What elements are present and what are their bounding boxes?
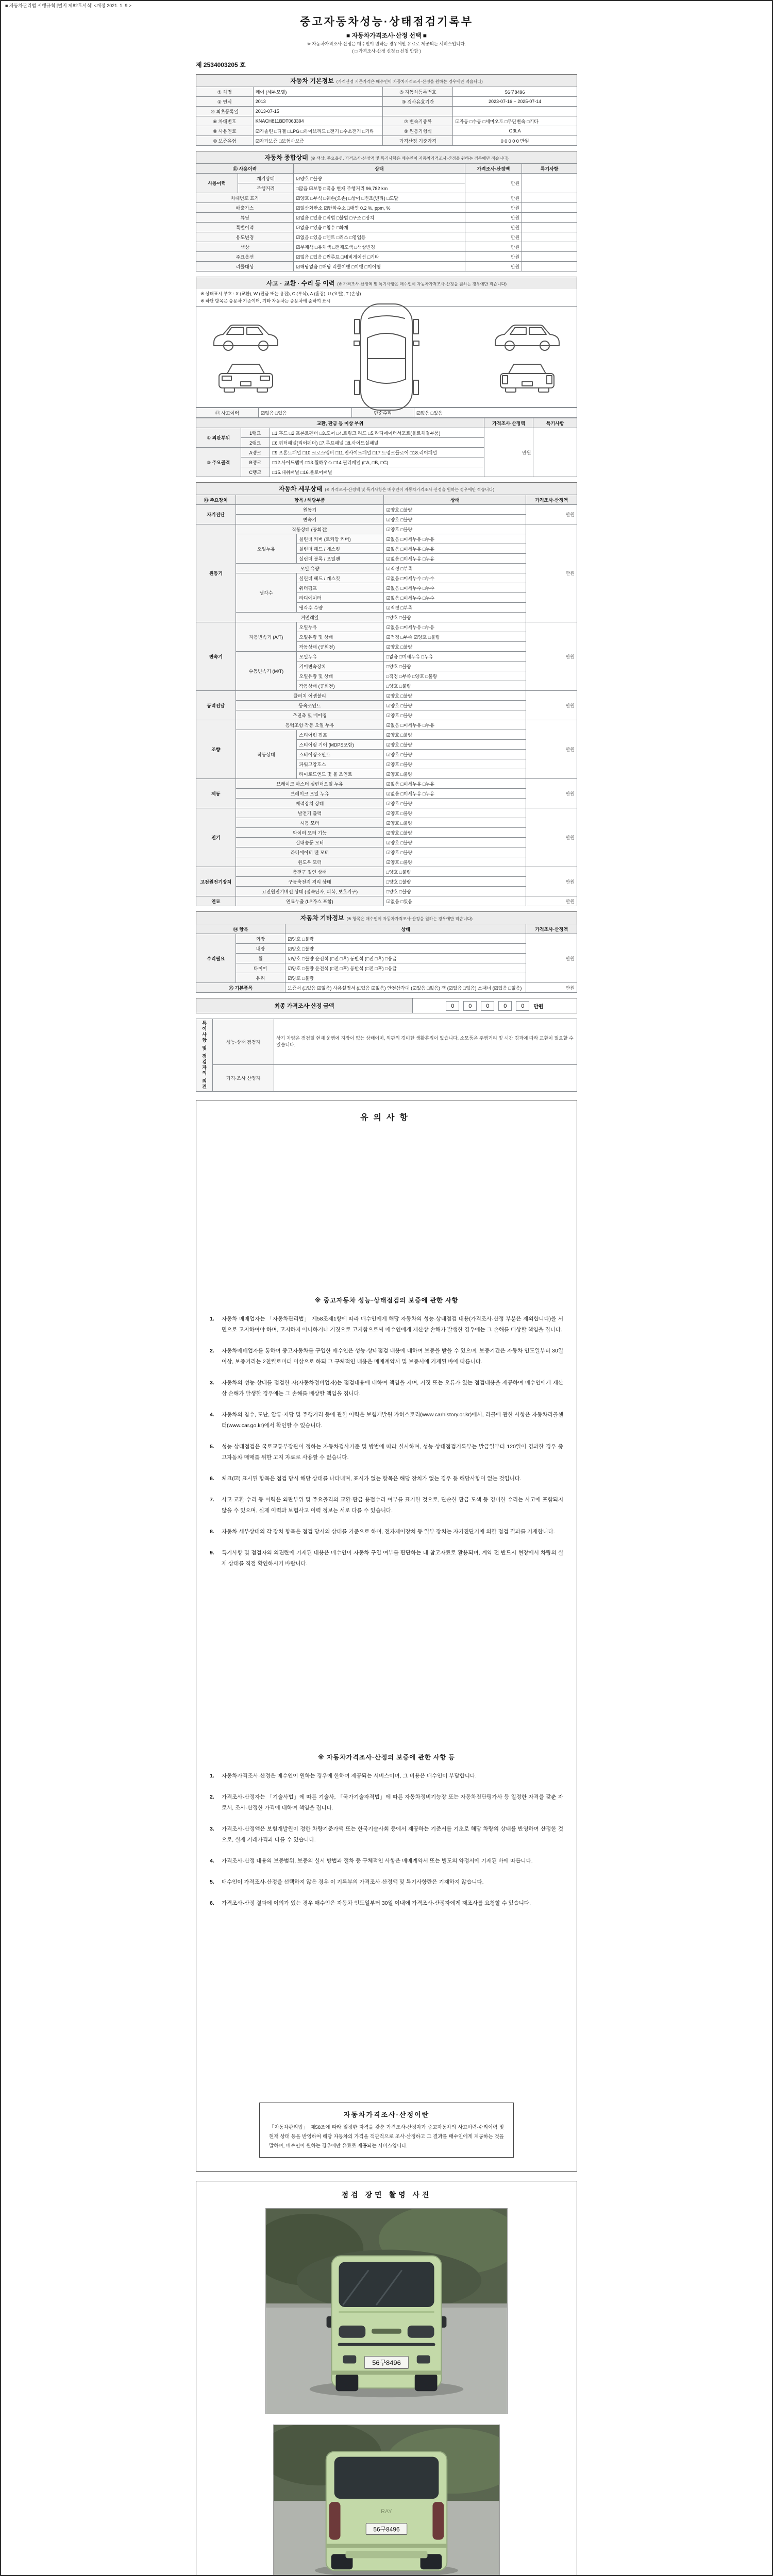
- checkbox-cell[interactable]: ☑적정 □부족: [384, 603, 526, 613]
- value-cell: [522, 193, 577, 203]
- label-cell: 변속기: [236, 515, 384, 524]
- checkbox-cell[interactable]: ☑양호 □불량: [384, 691, 526, 701]
- label-cell: 실린더 블록 / 오일팬: [297, 554, 384, 564]
- value-cell: 상기 차량은 점검일 현재 운행에 지장이 없는 상태이며, 외판의 경미한 생활흠집이 있습니다. 소모품은 주행거리 및 시간 경과에 따라 교환이 필요할 수 있습니다.: [274, 1019, 577, 1065]
- notice-item: 6. 체크(☑) 표시된 항목은 점검 당시 해당 상태를 나타내며, 표시가 없는 항목은 해당 장치가 없는 경우 등 해당사항이 없는 것입니다.: [210, 1475, 522, 1482]
- group-label-cell: ⑮ 기본품목: [196, 983, 285, 993]
- value-cell: 2023-07-16 ~ 2025-07-14: [453, 97, 577, 107]
- checkbox-cell[interactable]: ☑양호 □불량: [384, 857, 526, 867]
- document-number: 제 2534003205 호: [196, 61, 246, 69]
- checkbox-cell[interactable]: ☑양호 □불량: [384, 710, 526, 720]
- label-cell: 원동기: [236, 505, 384, 515]
- checkbox-cell[interactable]: ☑없음 □미세누유 □누유: [384, 534, 526, 544]
- amount-cell: 만원: [526, 867, 577, 896]
- accident-history-flags-table: [196, 408, 577, 418]
- label-cell: 시동 모터: [236, 818, 384, 828]
- section-detailed-condition: [196, 482, 577, 906]
- checkbox-cell[interactable]: ☑없음 □미세누수 □누수: [384, 573, 526, 583]
- label-cell: 2랭크: [241, 438, 270, 448]
- notice-item: 1. 자동차가격조사·산정은 매수인이 원하는 경우에 한하여 제공되는 서비스이며, 그 비용은 매수인이 부담합니다.: [210, 1772, 477, 1779]
- inspection-photo-rear: [273, 2425, 500, 2576]
- accident-history-title: 사고 · 교환 · 수리 등 이력 (※ 가격조사·산정액 및 특기사항은 매수인이 자동차가격조사·산정을 원하는 경우에만 적습니다): [196, 277, 577, 289]
- price-digit[interactable]: 0: [516, 1001, 529, 1011]
- form-subtitle: ■ 자동차가격조사·산정 선택 ■: [346, 32, 427, 39]
- form-reference-note: ■ 자동차관리법 시행규칙 [별지 제82호서식] <개정 2021. 1. 9.>: [5, 3, 131, 8]
- value-cell: 2013-07-15: [253, 107, 383, 116]
- notices-part2-title: ※ 자동차가격조사·산정의 보증에 관한 사항 등: [318, 1753, 455, 1761]
- label-cell: 계기상태: [238, 174, 294, 183]
- checkbox-cell[interactable]: □9.프론트패널 □10.크로스멤버 □11.인사이드패널 □17.트렁크플로어 □18.리어패널: [270, 448, 484, 457]
- label-cell: 기어변속장치: [297, 662, 384, 671]
- notices-part2-list: [210, 1771, 563, 1909]
- label-cell: 스티어링 펌프: [297, 730, 384, 740]
- checkbox-cell[interactable]: □양호 □불량: [384, 877, 526, 887]
- label-cell: 오일누유: [297, 652, 384, 662]
- svg-text:RAY: RAY: [381, 2508, 392, 2515]
- amount-cell: 만원: [465, 174, 522, 193]
- label-cell: 등속조인트: [236, 701, 384, 710]
- value-cell: [522, 213, 577, 223]
- label-cell: 냉각수 수량: [297, 603, 384, 613]
- checkbox-cell[interactable]: ☑양호 □불량: [384, 848, 526, 857]
- group-label-cell: 변속기: [196, 622, 236, 691]
- header-cell: 항목 / 해당부품: [236, 495, 384, 505]
- checkbox-cell[interactable]: ☑양호 □불량: [294, 174, 465, 183]
- section-inspection-photos: [196, 2181, 577, 2576]
- label-cell: 브레이크 오일 누유: [236, 789, 384, 799]
- section-basic-info: [196, 74, 577, 146]
- label-cell: 충전구 절연 상태: [236, 867, 384, 877]
- checkbox-cell[interactable]: 보증서 (□있음 ☑없음) 사용설명서 (□있음 ☑없음) 안전삼각대 (☑있음 □없음) 잭 (☑있음 □없음) 스패너 (☑있음 □없음): [285, 983, 526, 993]
- label-cell: 리콜대상: [196, 262, 294, 272]
- group-label-cell: ② 주요골격: [196, 448, 241, 477]
- group-label-cell: 수리필요: [196, 934, 236, 983]
- label-cell: C랭크: [241, 467, 270, 477]
- price-survey-option[interactable]: ( □ 가격조사·산정 신청 □ 신청 안함 ): [352, 48, 421, 54]
- checkbox-cell[interactable]: ☑적정 □부족: [384, 564, 526, 573]
- label-cell: B랭크: [241, 457, 270, 467]
- car-diagram-rear-icon: [496, 360, 558, 394]
- label-cell: ⑥ 차대번호: [196, 116, 254, 126]
- notice-item: 4. 자동차의 침수, 도난, 압류·저당 및 주행거리 등에 관한 이력은 보험개발원 카히스토리(www.carhistory.or.kr)에서, 리콜에 관한 사항은 자동차리콜센터(www.car.go.kr)에서 확인할 수 있습니다.: [210, 1411, 563, 1429]
- label-cell: 커먼레일: [236, 613, 384, 622]
- notice-item: 3. 가격조사·산정액은 보험개발원이 정한 차량기준가액 또는 한국기술사회 등에서 제공하는 기준서를 기초로 해당 차량의 상태를 반영하여 산정한 것으로, 실제 거래가격과 다를 수 있습니다.: [210, 1825, 563, 1843]
- notice-item: 1. 자동차 매매업자는 「자동차관리법」 제58조제1항에 따라 매수인에게 해당 자동차의 성능·상태점검 내용(가격조사·산정 부분은 제외합니다)을 서면으로 고지하여야 하며, 고지하지 아니하거나 거짓으로 고지함으로써 매수인에게 재산상 손해가 발생한 경우에는 그 손해를 배상할 책임을 집니다.: [210, 1315, 563, 1333]
- label-cell: 라디에이터: [297, 593, 384, 603]
- amount-cell: 만원: [465, 252, 522, 262]
- label-cell: 타이어: [236, 963, 285, 973]
- checkbox-cell[interactable]: □6.쿼터패널(리어펜더) □7.루프패널 □8.사이드실패널: [270, 438, 484, 448]
- state-symbol-legend: ※ 상태표시 부호 : X (교환), W (판금 또는 용접), C (부식), A (흠집), U (요철), T (손상) ※ 하단 항목은 승용차 기준이며, 기타 자동차는 승용차에 준하여 표시: [196, 289, 577, 307]
- label-cell: 워터펌프: [297, 583, 384, 593]
- value-cell: [453, 107, 577, 116]
- value-cell: 56구8496: [453, 87, 577, 97]
- label-cell: 작동상태 (공회전): [297, 681, 384, 691]
- price-unit: 만원: [533, 1004, 544, 1010]
- label-cell: 추진축 및 베어링: [236, 710, 384, 720]
- checkbox-cell[interactable]: ☑없음 □있음 □렌트 □리스 □영업용: [294, 232, 465, 242]
- final-price-value: [413, 998, 577, 1013]
- checkbox-cell[interactable]: ☑양호 □불량 운전석 (□전 □후) 동반석 (□전 □후) □응급: [285, 963, 526, 973]
- checkbox-cell[interactable]: □1.후드 □2.프론트펜더 □3.도어 □4.트렁크 리드 □5.라디에이터서포트(볼트체결부품): [270, 428, 484, 438]
- checkbox-cell[interactable]: ☑양호 □불량: [384, 642, 526, 652]
- label-cell: 동력조향 작동 오일 누유: [236, 720, 384, 730]
- label-cell: 주요옵션: [196, 252, 294, 262]
- checkbox-cell[interactable]: ☑일산화탄소 ☑탄화수소 □매연 0.2 %, ppm, %: [294, 203, 465, 213]
- group-label-cell: 원동기: [196, 524, 236, 622]
- notice-item: 4. 가격조사·산정 내용의 보증범위, 보증의 실시 방법과 절차 등 구체적인 사항은 매매계약서 또는 별도의 약정서에 기재된 바에 따릅니다.: [210, 1857, 533, 1864]
- checkbox-cell[interactable]: □양호 □불량: [384, 887, 526, 896]
- value-cell: [522, 262, 577, 272]
- car-diagram-front-icon: [215, 360, 277, 394]
- checkbox-cell[interactable]: ☑자가보증 □보험사보증: [253, 136, 383, 146]
- group-label-cell: 사용이력: [196, 174, 238, 193]
- notice-item: 5. 성능·상태점검은 국토교통부장관이 정하는 자동차검사기준 및 방법에 따라 실시하며, 성능·상태점검기록부는 발급일부터 120일이 경과한 경우 중고자동차 매매를 위한 고지 자료로 사용할 수 없습니다.: [210, 1443, 563, 1461]
- label-cell: ② 연식: [196, 97, 254, 107]
- label-cell: 클러치 어셈블리: [236, 691, 384, 701]
- checkbox-cell[interactable]: ☑양호 □불량: [384, 515, 526, 524]
- checkbox-cell[interactable]: ☑양호 □부식 □훼손(오손) □상이 □변조(변타) □도말: [294, 193, 465, 203]
- checkbox-cell[interactable]: ☑없음 □미세누유 □누유: [384, 779, 526, 789]
- amount-cell: 만원: [465, 213, 522, 223]
- amount-cell: 만원: [465, 193, 522, 203]
- value-cell: 0 0 0 0 0 만원: [453, 136, 577, 146]
- group-label-cell: 조향: [196, 720, 236, 779]
- checkbox-cell[interactable]: ☑없음 □있음: [414, 408, 577, 418]
- notice-item: 8. 자동차 세부상태의 각 장치 항목은 점검 당시의 상태를 기준으로 하며, 전자제어장치 등 일부 장치는 자기진단기에 의한 점검 결과를 기재합니다.: [210, 1528, 555, 1535]
- notices-part2: [210, 1753, 563, 1919]
- label-cell: 튜닝: [196, 213, 294, 223]
- price-digit[interactable]: 0: [463, 1001, 477, 1011]
- section-other-info: [196, 911, 577, 993]
- amount-cell: 만원: [465, 203, 522, 213]
- detailed-condition-table: [196, 495, 577, 906]
- value-cell: G3LA: [453, 126, 577, 136]
- value-cell: [522, 242, 577, 252]
- overall-condition-table: [196, 163, 577, 272]
- label-cell: 외장: [236, 934, 285, 944]
- label-cell: ④ 최초등록일: [196, 107, 254, 116]
- checkbox-cell[interactable]: ☑없음 □미세누유 □누유: [384, 544, 526, 554]
- label-cell: 작동상태: [236, 730, 297, 779]
- checkbox-cell[interactable]: ☑적정 □부족 ☑양호 □불량: [384, 632, 526, 642]
- header-cell: 상태: [384, 495, 526, 505]
- checkbox-cell[interactable]: ☑양호 □불량: [384, 808, 526, 818]
- checkbox-cell[interactable]: ☑자동 □수동 □세미오토 □무단변속 □기타: [453, 116, 577, 126]
- remarks-table: [196, 1019, 577, 1092]
- label-cell: A랭크: [241, 448, 270, 457]
- overall-condition-title: 자동차 종합상태 (※ 색상, 주요옵션, 가격조사·산정액 및 특기사항은 매수인이 자동차가격조사·산정을 원하는 경우에만 적습니다): [196, 151, 577, 163]
- label-cell: 1랭크: [241, 428, 270, 438]
- price-digit[interactable]: 0: [498, 1001, 512, 1011]
- checkbox-cell[interactable]: ☑무채색 □유채색 □전체도색 □색상변경: [294, 242, 465, 252]
- section-accident-history: [196, 277, 577, 477]
- car-diagram-right-side-icon: [491, 320, 563, 352]
- header-cell: ⑬ 주요장치: [196, 495, 236, 505]
- vertical-label-cell: 특이사항 및 점검자의 의견: [196, 1019, 213, 1092]
- label-cell: 주행거리: [238, 183, 294, 193]
- label-cell: 가격산정 기준가격: [383, 136, 453, 146]
- amount-cell: 만원: [526, 779, 577, 808]
- label-cell: 파워고압호스: [297, 759, 384, 769]
- label-cell: 작동상태 (공회전): [297, 642, 384, 652]
- label-cell: 연료누출 (LP가스 포함): [236, 896, 384, 906]
- label-cell: 와이퍼 모터 기능: [236, 828, 384, 838]
- notices-part1: [210, 1296, 563, 1580]
- amount-cell: 만원: [526, 622, 577, 691]
- value-cell: 레이 (세부모델): [253, 87, 383, 97]
- inspection-photo-front: [265, 2208, 508, 2414]
- amount-cell: 만원: [526, 983, 577, 993]
- label-cell: ③ 검사유효기간: [383, 97, 453, 107]
- group-label-cell: 자기진단: [196, 505, 236, 524]
- value-cell: [522, 232, 577, 242]
- amount-cell: 만원: [526, 896, 577, 906]
- price-survey-definition-box: [259, 2103, 514, 2158]
- checkbox-cell[interactable]: ☑없음 □있음 □침수 □화재: [294, 223, 465, 232]
- checkbox-cell[interactable]: ☑해당없음 □해당 리콜이행 □이행 □미이행: [294, 262, 465, 272]
- label-cell: ⑧ 사용연료: [196, 126, 254, 136]
- checkbox-cell[interactable]: □적정 □부족 □양호 □불량: [384, 671, 526, 681]
- label-cell: ⑤ 자동차등록번호: [383, 87, 453, 97]
- price-digit[interactable]: 0: [481, 1001, 494, 1011]
- checkbox-cell[interactable]: ☑양호 □불량: [384, 505, 526, 515]
- checkbox-cell[interactable]: ☑없음 □미세누유 □누유: [384, 622, 526, 632]
- label-cell: ⑨ 원동기형식: [383, 126, 453, 136]
- section-overall-condition: [196, 151, 577, 272]
- form-title: 중고자동차성능·상태점검기록부: [300, 16, 473, 28]
- value-cell: KNACH811BDT063394: [253, 116, 383, 126]
- label-cell: 오일 유량: [236, 564, 384, 573]
- label-cell: 특별이력: [196, 223, 294, 232]
- amount-cell: 만원: [526, 524, 577, 622]
- definition-box-title: 자동차가격조사·산정이란: [343, 2110, 430, 2119]
- header-cell: 특기사항: [522, 164, 577, 174]
- amount-cell: 만원: [526, 934, 577, 983]
- notice-item: 7. 사고·교환·수리 등 이력은 외판부위 및 주요골격의 교환·판금·용접수리 여부를 표기한 것으로, 단순한 판금·도색 등 경미한 수리는 사고에 포함되지 않을 수 있으며, 실제 이력과 보험사고 이력 정보는 서로 다를 수 있습니다.: [210, 1496, 563, 1514]
- notice-item: 3. 자동차의 성능·상태를 점검한 자(자동차정비업자)는 점검내용에 대하여 책임을 지며, 거짓 또는 오류가 있는 점검내용을 제공하여 매수인에게 재산상 손해가 발생한 경우에는 그 손해를 배상할 책임을 집니다.: [210, 1379, 563, 1397]
- notice-item: 2. 자동차매매업자를 통하여 중고자동차를 구입한 매수인은 성능·상태점검 내용에 대하여 보증을 받을 수 있으며, 보증기간은 자동차 인도일부터 30일 이상, 보증거리는 2천킬로미터 이상으로 하되 그 구체적인 내용은 매매계약서 및 보증서에 기재된 바에 따릅니다.: [210, 1347, 563, 1365]
- label-cell: ⑦ 변속기종류: [383, 116, 453, 126]
- svg-text:56구8496: 56구8496: [372, 2359, 401, 2367]
- basic-info-title: 자동차 기본정보 (가격산정 기준가격은 매수인이 자동차가격조사·산정을 원하는 경우에만 적습니다): [196, 74, 577, 87]
- checkbox-cell[interactable]: ☑없음 □미세누수 □누수: [384, 593, 526, 603]
- label-cell: 색상: [196, 242, 294, 252]
- amount-cell: 만원: [465, 262, 522, 272]
- inspection-form: [196, 1, 577, 2576]
- diagram-right-column: [491, 320, 563, 394]
- exchange-repair-parts-table: [196, 418, 577, 477]
- svg-text:56구8496: 56구8496: [373, 2526, 400, 2533]
- group-label-cell: 동력전달: [196, 691, 236, 720]
- label-cell: [383, 107, 453, 116]
- notice-item: 2. 가격조사·산정자는 「기술사법」에 따른 기술사, 「국가기술자격법」에 따른 자동차정비기능장 또는 자동차진단평가사 등 일정한 자격을 갖춘 자로서, 조사·산정한 가격에 대하여 책임을 집니다.: [210, 1793, 563, 1811]
- group-label-cell: 제동: [196, 779, 236, 808]
- label-cell: ⑫ 사고이력: [196, 408, 259, 418]
- label-cell: 윈도우 모터: [236, 857, 384, 867]
- label-cell: 유리: [236, 973, 285, 983]
- checkbox-cell[interactable]: □15.대쉬패널 □16.플로어패널: [270, 467, 484, 477]
- other-info-title: 자동차 기타정보 (※ 항목은 매수인이 자동차가격조사·산정을 원하는 경우에만 적습니다): [196, 911, 577, 924]
- label-cell: 실린더 커버 (로커암 커버): [297, 534, 384, 544]
- detailed-condition-title: 자동차 세부상태 (※ 가격조사·산정액 및 특기사항은 매수인이 자동차가격조사·산정을 원하는 경우에만 적습니다): [196, 482, 577, 495]
- checkbox-cell[interactable]: ☑양호 □불량: [384, 750, 526, 759]
- label-cell: 차대번호 표기: [196, 193, 294, 203]
- car-diagram-top-view-icon: [348, 298, 425, 416]
- checkbox-cell[interactable]: ☑양호 □불량: [384, 740, 526, 750]
- checkbox-cell[interactable]: ☑양호 □불량: [384, 769, 526, 779]
- notices-heading: 유의사항: [360, 1113, 413, 1122]
- diagram-left-column: [210, 320, 282, 394]
- checkbox-cell[interactable]: ☑양호 □불량: [384, 759, 526, 769]
- checkbox-cell[interactable]: □양호 □불량: [384, 662, 526, 671]
- label-cell: 배출가스: [196, 203, 294, 213]
- label-cell: 수동변속기 (M/T): [236, 652, 297, 691]
- basic-info-table: [196, 87, 577, 146]
- checkbox-cell[interactable]: ☑양호 □불량 운전석 (□전 □후) 동반석 (□전 □후) □응급: [285, 954, 526, 963]
- label-cell: 휠: [236, 954, 285, 963]
- label-cell: 오일누유: [236, 534, 297, 564]
- checkbox-cell[interactable]: ☑양호 □불량: [384, 838, 526, 848]
- amount-cell: 만원: [465, 242, 522, 252]
- checkbox-cell[interactable]: ☑양호 □불량: [285, 934, 526, 944]
- section-remarks: [196, 1019, 577, 1092]
- checkbox-cell[interactable]: □양호 □불량: [384, 613, 526, 622]
- section-notices: [196, 1100, 577, 2172]
- label-cell: 내장: [236, 944, 285, 954]
- label-cell: 실내송풍 모터: [236, 838, 384, 848]
- amount-cell: 만원: [526, 720, 577, 779]
- value-cell: [522, 223, 577, 232]
- header-cell: 상태: [294, 164, 465, 174]
- header-cell: 가격조사·산정액: [484, 418, 533, 428]
- checkbox-cell[interactable]: ☑없음 □있음 □썬루프 □네비게이션 □기타: [294, 252, 465, 262]
- value-cell: [274, 1065, 577, 1091]
- checkbox-cell[interactable]: ☑양호 □불량: [384, 799, 526, 808]
- header-cell: ⑭ 항목: [196, 924, 285, 934]
- header-cell: 가격조사·산정액: [526, 924, 577, 934]
- amount-cell: 만원: [465, 232, 522, 242]
- label-cell: 고전원전기배선 상태 (접속단자, 피복, 보호기구): [236, 887, 384, 896]
- checkbox-cell[interactable]: ☑없음 □미세누유 □누유: [384, 554, 526, 564]
- label-cell: 스티어링 기어 (MDPS포함): [297, 740, 384, 750]
- label-cell: 브레이크 마스터 실린더오일 누유: [236, 779, 384, 789]
- checkbox-cell[interactable]: □양호 □불량: [384, 681, 526, 691]
- header-cell: 상태: [285, 924, 526, 934]
- value-cell: [522, 203, 577, 213]
- header-cell: 교환, 판금 등 이상 부위: [196, 418, 484, 428]
- checkbox-cell[interactable]: □많음 ☑보통 □적음 현재 주행거리 96,782 km: [294, 183, 465, 193]
- checkbox-cell[interactable]: ☑양호 □불량: [384, 818, 526, 828]
- checkbox-cell[interactable]: ☑없음 □있음: [384, 896, 526, 906]
- notice-item: 5. 매수인이 가격조사·산정을 선택하지 않은 경우 이 기록부의 가격조사·산정액 및 특기사항란은 기재하지 않습니다.: [210, 1878, 484, 1885]
- label-cell: 냉각수: [236, 573, 297, 613]
- notices-part1-title: ※ 중고자동차 성능·상태점검의 보증에 관한 사항: [314, 1296, 459, 1304]
- label-cell: 작동상태 (공회전): [236, 524, 384, 534]
- label-cell: 구동축전지 격리 상태: [236, 877, 384, 887]
- other-info-table: [196, 924, 577, 993]
- label-cell: ① 차명: [196, 87, 254, 97]
- checkbox-cell[interactable]: ☑양호 □불량: [285, 944, 526, 954]
- group-label-cell: ① 외판부위: [196, 428, 241, 448]
- label-cell: 실린더 헤드 / 개스킷: [297, 573, 384, 583]
- checkbox-cell[interactable]: ☑없음 □미세누유 □누유: [384, 720, 526, 730]
- header-cell: 특기사항: [533, 418, 577, 428]
- notice-item: 6. 가격조사·산정 결과에 이의가 있는 경우 매수인은 자동차 인도일부터 30일 이내에 가격조사·산정자에게 재조사를 요청할 수 있습니다.: [210, 1900, 531, 1906]
- group-label-cell: 연료: [196, 896, 236, 906]
- label-cell: 성능·상태 점검자: [213, 1019, 274, 1065]
- checkbox-cell[interactable]: □12.사이드멤버 □13.휠하우스 □14.필러패널 (□A, □B, □C): [270, 457, 484, 467]
- price-digit[interactable]: 0: [446, 1001, 459, 1011]
- checkbox-cell[interactable]: ☑없음 □있음 □적법 □불법 □구조 □장치: [294, 213, 465, 223]
- group-label-cell: 고전원전기장치: [196, 867, 236, 896]
- amount-cell: 만원: [526, 505, 577, 524]
- definition-box-body: 「자동차관리법」 제58조에 따라 일정한 자격을 갖춘 가격조사·산정자가 중고자동차의 사고이력·수리이력 및 현재 상태 등을 반영하여 해당 자동차의 가격을 객관적으로 조사·산정하고 그 결과를 매수인에게 제공하는 것을 말하며, 매수인이 원하는 경우에만 유료로 제공되는 서비스입니다.: [269, 2124, 504, 2149]
- final-price-label: 최종 가격조사·산정 금액: [196, 998, 413, 1013]
- label-cell: 실린더 헤드 / 개스킷: [297, 544, 384, 554]
- label-cell: 타이로드엔드 및 볼 조인트: [297, 769, 384, 779]
- checkbox-cell[interactable]: ☑없음 □있음: [258, 408, 351, 418]
- label-cell: 발전기 출력: [236, 808, 384, 818]
- checkbox-cell[interactable]: ☑양호 □불량: [384, 828, 526, 838]
- header-cell: 가격조사·산정액: [465, 164, 522, 174]
- amount-cell: 만원: [526, 808, 577, 867]
- final-price-row: [196, 998, 577, 1013]
- form-note-1: ※ 자동차가격조사·산정은 매수인이 원하는 경우에만 유료로 제공되는 서비스입니다.: [307, 41, 466, 46]
- header-cell: 가격조사·산정액: [526, 495, 577, 505]
- label-cell: 라디에이터 팬 모터: [236, 848, 384, 857]
- checkbox-cell[interactable]: ☑양호 □불량: [384, 701, 526, 710]
- label-cell: 오일유량 및 상태: [297, 632, 384, 642]
- label-cell: 가격·조사 산정자: [213, 1065, 274, 1091]
- checkbox-cell[interactable]: ☑양호 □불량: [285, 973, 526, 983]
- notice-item: 9. 특기사항 및 점검자의 의견란에 기재된 내용은 매수인이 자동차 구입 여부를 판단하는 데 참고자료로 활용되며, 계약 전 반드시 현장에서 차량의 실제 상태를 직접 확인하시기 바랍니다.: [210, 1549, 563, 1567]
- amount-cell: 만원: [465, 223, 522, 232]
- label-cell: 스티어링조인트: [297, 750, 384, 759]
- value-cell: [522, 174, 577, 193]
- form-header: [196, 13, 577, 69]
- amount-cell: 만원: [526, 691, 577, 720]
- checkbox-cell[interactable]: ☑없음 □미세누수 □누수: [384, 583, 526, 593]
- checkbox-cell[interactable]: □양호 □불량: [384, 867, 526, 877]
- car-damage-diagram: [196, 307, 577, 408]
- checkbox-cell[interactable]: □없음 □미세누유 □누유: [384, 652, 526, 662]
- label-cell: 용도변경: [196, 232, 294, 242]
- car-diagram-left-side-icon: [210, 320, 282, 352]
- checkbox-cell[interactable]: ☑가솔린 □디젤 □LPG □하이브리드 □전기 □수소전기 □기타: [253, 126, 383, 136]
- label-cell: 자동변속기 (A/T): [236, 622, 297, 652]
- value-cell: 2013: [253, 97, 383, 107]
- photos-heading: 점검 장면 촬영 사진: [341, 2190, 432, 2199]
- value-cell: [533, 428, 577, 477]
- group-label-cell: 전기: [196, 808, 236, 867]
- label-cell: 오일누유: [297, 622, 384, 632]
- value-cell: [522, 252, 577, 262]
- label-cell: 배력장치 상태: [236, 799, 384, 808]
- label-cell: 오일유량 및 상태: [297, 671, 384, 681]
- checkbox-cell[interactable]: ☑없음 □미세누유 □누유: [384, 789, 526, 799]
- notices-part1-list: [210, 1314, 563, 1569]
- label-cell: ⑩ 보증유형: [196, 136, 254, 146]
- checkbox-cell[interactable]: ☑양호 □불량: [384, 524, 526, 534]
- checkbox-cell[interactable]: ☑양호 □불량: [384, 730, 526, 740]
- amount-cell: 만원: [484, 428, 533, 477]
- label-cell: 단순수리: [352, 408, 414, 418]
- header-cell: ⑪ 사용이력: [196, 164, 294, 174]
